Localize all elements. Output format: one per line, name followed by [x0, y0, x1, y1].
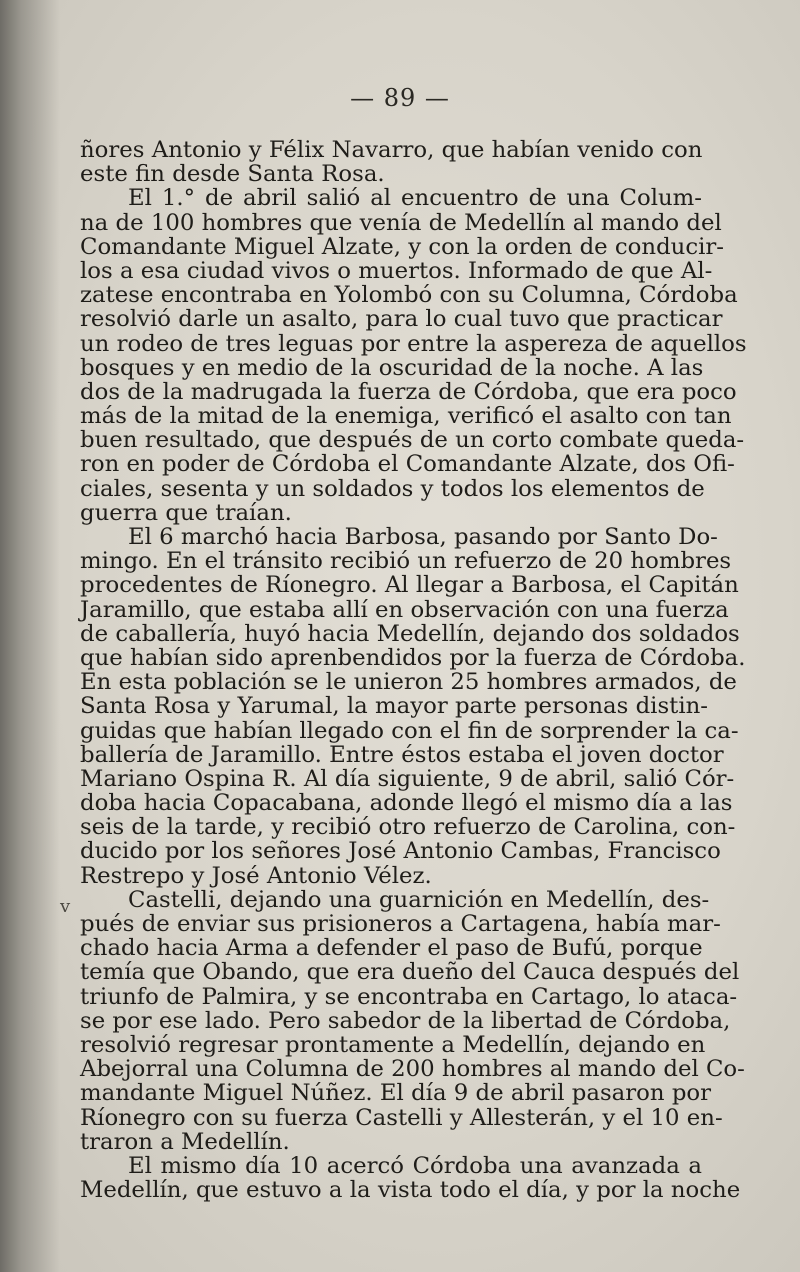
- text-line: Santa Rosa y Yarumal, la mayor parte personas distin-: [80, 693, 708, 720]
- text-line: Abejorral una Columna de 200 hombres al mando del Co-: [80, 1056, 745, 1083]
- text-line: ñores Antonio y Félix Navarro, que habían venido con: [80, 137, 703, 163]
- text-line: buen resultado, que después de un corto combate queda-: [80, 427, 745, 454]
- text-line: más de la mitad de la enemiga, verificó el asalto con tan: [80, 403, 732, 430]
- text-line: de caballería, huyó hacia Medellín, dejando dos soldados: [80, 620, 740, 647]
- text-line: Mariano Ospina R. Al día siguiente, 9 de abril, salió Cór-: [80, 765, 735, 792]
- text-line: pués de enviar sus prisioneros a Cartagena, había mar-: [80, 911, 721, 937]
- body-text: [80, 137, 747, 1204]
- text-line: zatese encontraba en Yolombó con su Columna, Córdoba: [80, 282, 738, 309]
- paragraph-start-line: El mismo día 10 acercó Córdoba una avanzada a: [128, 1152, 702, 1179]
- text-line: ducido por los señores José Antonio Cambas, Francisco: [80, 838, 721, 865]
- paragraph-start-line: El 1.° de abril salió al encuentro de una Colum-: [128, 185, 702, 212]
- text-line: este fin desde Santa Rosa.: [80, 161, 385, 188]
- text-line: ciales, sesenta y un soldados y todos los elementos de: [80, 475, 705, 502]
- margin-mark: v: [60, 896, 71, 917]
- text-line: seis de la tarde, y recibió otro refuerzo de Carolina, con-: [80, 814, 736, 841]
- text-line: temía que Obando, que era dueño del Cauca después del: [80, 959, 740, 986]
- text-line: En esta población se le unieron 25 hombres armados, de: [80, 669, 737, 696]
- text-line: procedentes de Ríonegro. Al llegar a Barbosa, el Capitán: [80, 572, 739, 599]
- text-line: Restrepo y José Antonio Vélez.: [80, 862, 432, 889]
- paragraph-start-line: El 6 marchó hacia Barbosa, pasando por Santo Do-: [128, 524, 718, 550]
- text-line: traron a Medellín.: [80, 1128, 290, 1155]
- text-line: na de 100 hombres que venía de Medellín al mando del: [80, 209, 722, 236]
- text-line: se por ese lado. Pero sabedor de la libertad de Córdoba,: [80, 1007, 731, 1034]
- text-line: Ríonegro con su fuerza Castelli y Allesterán, y el 10 en-: [80, 1104, 723, 1131]
- text-line: bosques y en medio de la oscuridad de la noche. A las: [80, 354, 704, 381]
- text-line: mingo. En el tránsito recibió un refuerzo de 20 hombres: [80, 548, 732, 575]
- text-line: mandante Miguel Núñez. El día 9 de abril pasaron por: [80, 1080, 712, 1107]
- text-line: guerra que traían.: [80, 499, 292, 526]
- text-line: resolvió regresar prontamente a Medellín, dejando en: [80, 1031, 706, 1058]
- text-line: Comandante Miguel Alzate, y con la orden de conducir-: [80, 233, 725, 260]
- paragraph-start-line: Castelli, dejando una guarnición en Medellín, des-: [128, 886, 710, 913]
- text-line: chado hacia Arma a defender el paso de Bufú, porque: [80, 935, 703, 962]
- page-number: — 89 —: [350, 84, 450, 112]
- text-line: ron en poder de Córdoba el Comandante Alzate, dos Ofi-: [80, 451, 735, 478]
- text-line: dos de la madrugada la fuerza de Córdoba, que era poco: [80, 378, 737, 405]
- text-line: los a esa ciudad vivos o muertos. Informado de que Al-: [80, 257, 713, 284]
- text-line: Jaramillo, que estaba allí en observación con una fuerza: [80, 596, 729, 623]
- text-line: Medellín, que estuvo a la vista todo el día, y por la noche: [80, 1177, 741, 1204]
- text-line: resolvió darle un asalto, para lo cual tuvo que practicar: [80, 306, 723, 333]
- text-line: un rodeo de tres leguas por entre la aspereza de aquellos: [80, 330, 747, 357]
- text-line: triunfo de Palmira, y se encontraba en Cartago, lo ataca-: [80, 983, 738, 1010]
- text-line: que habían sido aprenbendidos por la fuerza de Córdoba.: [80, 644, 746, 671]
- text-line: doba hacia Copacabana, adonde llegó el mismo día a las: [80, 790, 733, 817]
- text-line: ballería de Jaramillo. Entre éstos estaba el joven doctor: [80, 741, 724, 768]
- text-line: guidas que habían llegado con el fin de sorprender la ca-: [80, 717, 739, 744]
